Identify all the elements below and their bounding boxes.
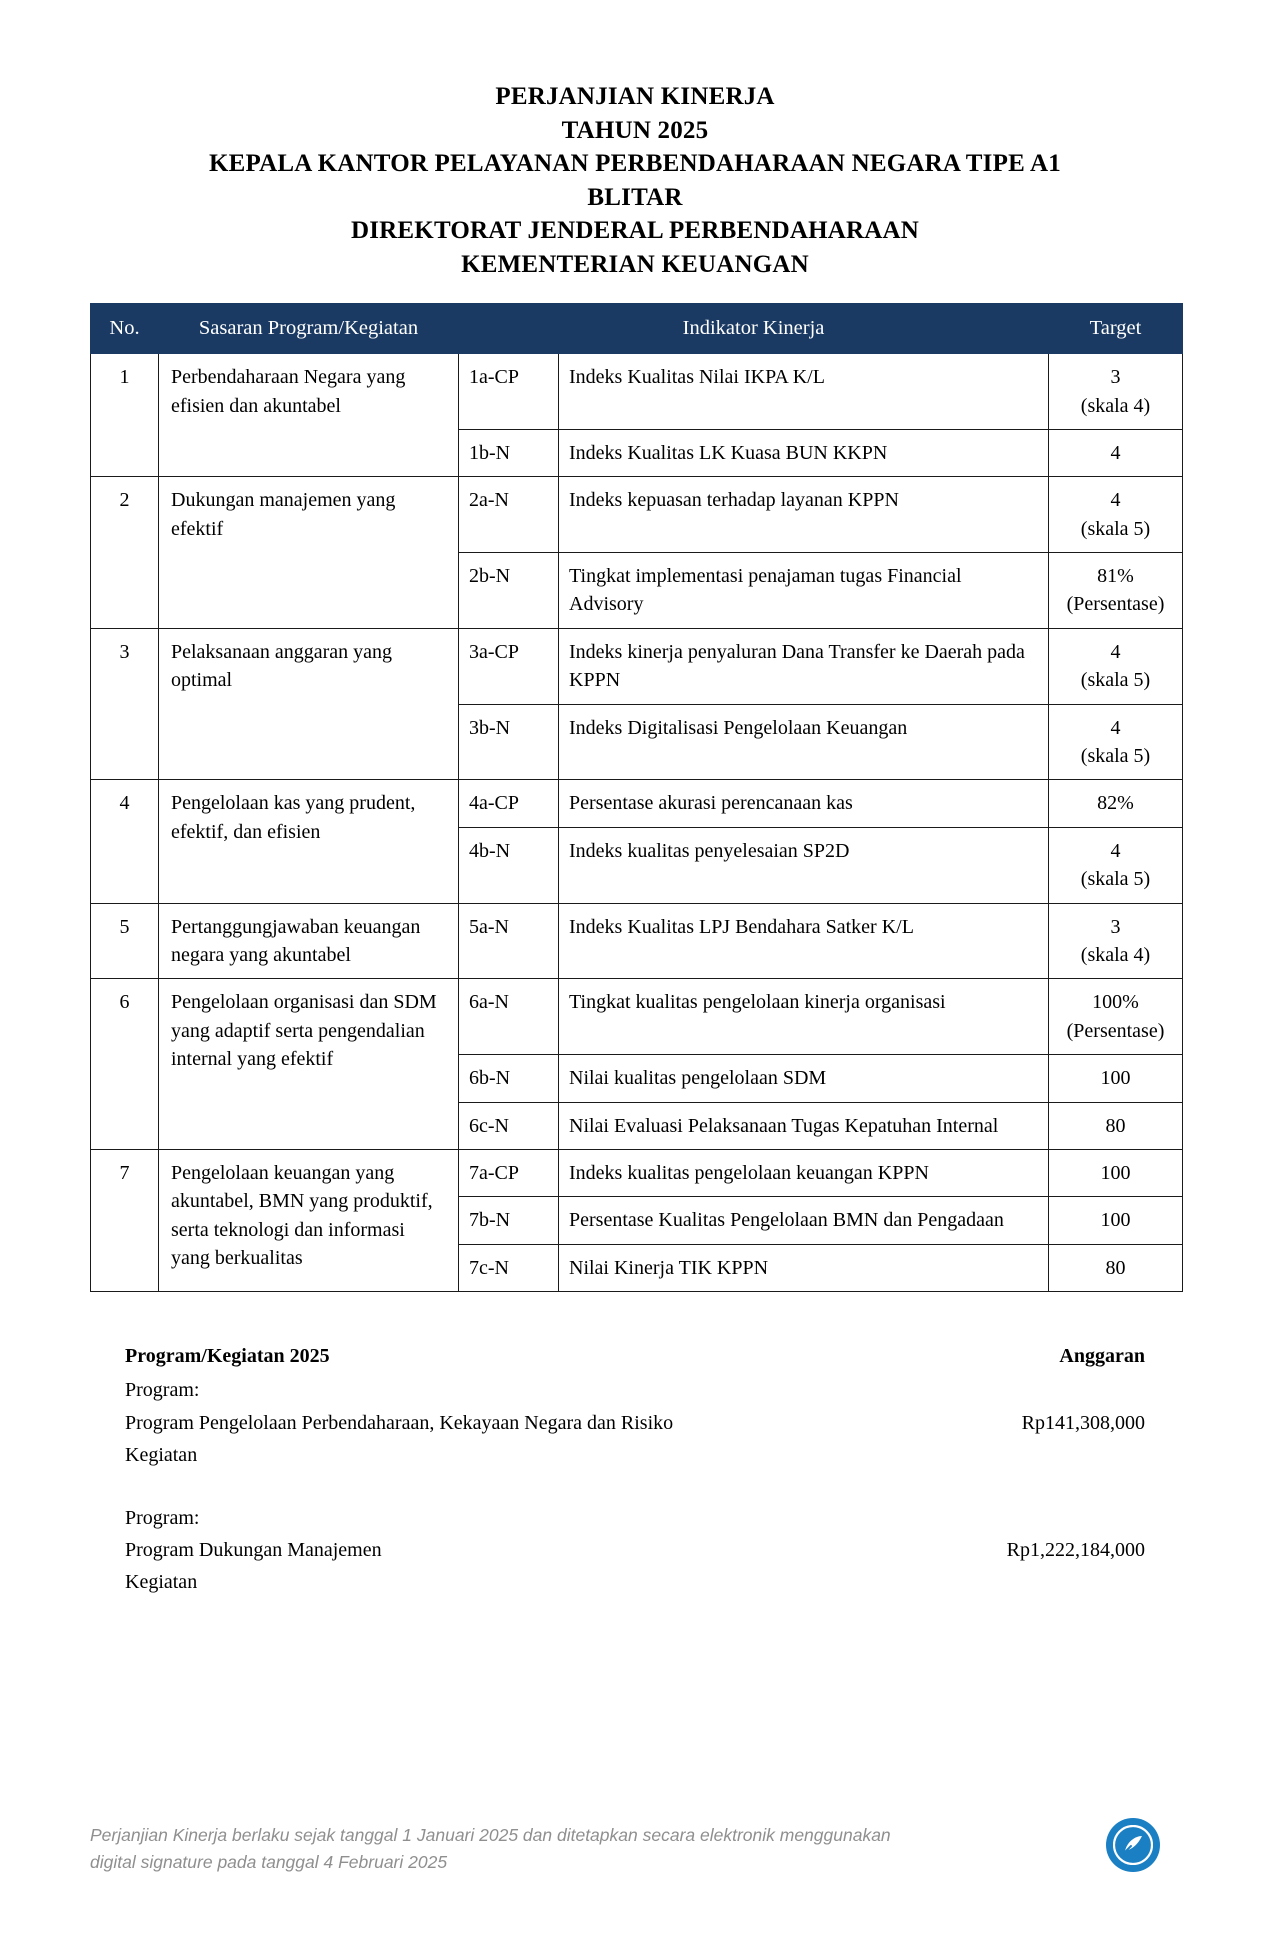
cell-target xyxy=(1049,903,1183,979)
digital-signature-seal-icon xyxy=(1106,1818,1160,1872)
cell-sasaran: Dukungan manajemen yang efektif xyxy=(159,477,459,629)
cell-indicator-name: Nilai Evaluasi Pelaksanaan Tugas Kepatuhan Internal xyxy=(559,1102,1049,1149)
target-value: 3 xyxy=(1110,366,1121,389)
table-row xyxy=(91,979,1183,1055)
cell-target xyxy=(1049,1149,1183,1196)
cell-indicator-code: 1b-N xyxy=(459,429,559,476)
cell-indicator-code: 7a-CP xyxy=(459,1149,559,1196)
cell-sasaran: Pelaksanaan anggaran yang optimal xyxy=(159,628,459,780)
title-line-3: KEPALA KANTOR PELAYANAN PERBENDAHARAAN NEGARA TIPE A1 xyxy=(209,150,1061,177)
budget-spacer xyxy=(125,1472,1145,1502)
budget-program-row xyxy=(125,1407,1145,1439)
cell-indicator-name: Indeks kepuasan terhadap layanan KPPN xyxy=(559,477,1049,553)
target-value: 4 xyxy=(1110,489,1121,512)
target-scale: (skala 5) xyxy=(1080,517,1151,540)
target-value: 4 xyxy=(1110,839,1121,862)
budget-amount: Rp1,222,184,000 xyxy=(1006,1539,1145,1562)
budget-header-left: Program/Kegiatan 2025 xyxy=(125,1345,330,1368)
title-line-1: PERJANJIAN KINERJA xyxy=(495,83,775,110)
cell-indicator-name: Indeks Kualitas LPJ Bendahara Satker K/L xyxy=(559,903,1049,979)
cell-sasaran: Pengelolaan organisasi dan SDM yang adaptif serta pengendalian internal yang efektif xyxy=(159,979,459,1150)
budget-program-label-row xyxy=(125,1502,1145,1534)
cell-indicator-code: 2a-N xyxy=(459,477,559,553)
performance-agreement-table xyxy=(90,303,1183,1292)
target-value: 100 xyxy=(1100,1209,1131,1232)
target-scale: (Persentase) xyxy=(1066,593,1165,616)
target-value: 4 xyxy=(1110,716,1121,739)
budget-block xyxy=(125,1502,1145,1599)
target-value: 100 xyxy=(1100,1161,1131,1184)
cell-no: 2 xyxy=(91,477,159,629)
title-line-4: BLITAR xyxy=(587,183,683,211)
cell-no: 1 xyxy=(91,354,159,477)
header-no: No. xyxy=(91,304,159,354)
cell-indicator-code: 6a-N xyxy=(459,979,559,1055)
footer-line-2: digital signature pada tanggal 4 Februari 2025 xyxy=(90,1851,448,1872)
cell-indicator-name: Tingkat kualitas pengelolaan kinerja organisasi xyxy=(559,979,1049,1055)
target-value: 80 xyxy=(1105,1114,1126,1137)
cell-no: 3 xyxy=(91,628,159,780)
target-scale: (Persentase) xyxy=(1066,1019,1165,1042)
budget-block xyxy=(125,1374,1145,1471)
cell-target xyxy=(1049,1197,1183,1244)
budget-kegiatan-label: Kegiatan xyxy=(125,1571,198,1594)
cell-target xyxy=(1049,827,1183,903)
table-row xyxy=(91,628,1183,704)
budget-kegiatan-label: Kegiatan xyxy=(125,1444,198,1467)
cell-no: 4 xyxy=(91,780,159,903)
cell-indicator-code: 2b-N xyxy=(459,553,559,629)
target-value: 3 xyxy=(1110,915,1121,938)
cell-target xyxy=(1049,429,1183,476)
table-body xyxy=(91,354,1183,1292)
title-line-6: KEMENTERIAN KEUANGAN xyxy=(461,250,809,278)
footer-note xyxy=(90,1822,1070,1876)
target-value: 81% xyxy=(1097,565,1134,588)
budget-program-label: Program: xyxy=(125,1506,200,1529)
table-row xyxy=(91,477,1183,553)
cell-indicator-code: 7c-N xyxy=(459,1244,559,1291)
cell-indicator-name: Indeks Kualitas Nilai IKPA K/L xyxy=(559,354,1049,430)
budget-header-right: Anggaran xyxy=(1059,1345,1145,1368)
footer-line-1: Perjanjian Kinerja berlaku sejak tanggal 1 Januari 2025 dan ditetapkan secara elektronik menggunakan xyxy=(90,1824,891,1845)
table-row xyxy=(91,1149,1183,1196)
target-value: 4 xyxy=(1110,441,1121,464)
target-scale: (skala 5) xyxy=(1080,669,1151,692)
cell-indicator-code: 4a-CP xyxy=(459,780,559,827)
budget-program-row xyxy=(125,1534,1145,1566)
budget-program-name: Program Dukungan Manajemen xyxy=(125,1539,382,1562)
table-header-row xyxy=(91,304,1183,354)
budget-blocks xyxy=(125,1374,1145,1598)
cell-target xyxy=(1049,628,1183,704)
cell-indicator-name: Indeks kualitas pengelolaan keuangan KPPN xyxy=(559,1149,1049,1196)
cell-indicator-name: Tingkat implementasi penajaman tugas Financial Advisory xyxy=(559,553,1049,629)
cell-sasaran: Pertanggungjawaban keuangan negara yang akuntabel xyxy=(159,903,459,979)
budget-kegiatan-row xyxy=(125,1566,1145,1598)
target-scale: (skala 4) xyxy=(1080,394,1151,417)
cell-indicator-name: Indeks kinerja penyaluran Dana Transfer ke Daerah pada KPPN xyxy=(559,628,1049,704)
cell-indicator-code: 6b-N xyxy=(459,1055,559,1102)
cell-indicator-code: 7b-N xyxy=(459,1197,559,1244)
cell-target xyxy=(1049,704,1183,780)
title-line-2: TAHUN 2025 xyxy=(561,116,709,144)
budget-header-row xyxy=(125,1340,1145,1372)
header-sasaran: Sasaran Program/Kegiatan xyxy=(159,304,459,354)
title-line-5: DIREKTORAT JENDERAL PERBENDAHARAAN xyxy=(351,217,919,244)
cell-indicator-code: 3a-CP xyxy=(459,628,559,704)
cell-indicator-name: Nilai Kinerja TIK KPPN xyxy=(559,1244,1049,1291)
cell-indicator-name: Indeks kualitas penyelesaian SP2D xyxy=(559,827,1049,903)
budget-amount: Rp141,308,000 xyxy=(1021,1411,1145,1434)
target-scale: (skala 4) xyxy=(1080,943,1151,966)
table-row xyxy=(91,354,1183,430)
cell-target xyxy=(1049,780,1183,827)
budget-section xyxy=(125,1340,1145,1599)
cell-sasaran: Pengelolaan kas yang prudent, efektif, dan efisien xyxy=(159,780,459,903)
header-target: Target xyxy=(1049,304,1183,354)
target-value: 4 xyxy=(1110,640,1121,663)
cell-target xyxy=(1049,1055,1183,1102)
cell-target xyxy=(1049,1102,1183,1149)
cell-sasaran: Pengelolaan keuangan yang akuntabel, BMN yang produktif, serta teknologi dan informasi yang berkualitas xyxy=(159,1149,459,1291)
cell-indicator-code: 4b-N xyxy=(459,827,559,903)
table-row xyxy=(91,903,1183,979)
cell-target xyxy=(1049,354,1183,430)
target-value: 80 xyxy=(1105,1256,1126,1279)
target-value: 100 xyxy=(1100,1067,1131,1090)
cell-indicator-code: 5a-N xyxy=(459,903,559,979)
cell-indicator-name: Nilai kualitas pengelolaan SDM xyxy=(559,1055,1049,1102)
cell-no: 6 xyxy=(91,979,159,1150)
cell-target xyxy=(1049,1244,1183,1291)
cell-indicator-name: Persentase akurasi perencanaan kas xyxy=(559,780,1049,827)
cell-indicator-name: Persentase Kualitas Pengelolaan BMN dan Pengadaan xyxy=(559,1197,1049,1244)
cell-indicator-code: 3b-N xyxy=(459,704,559,780)
budget-program-name: Program Pengelolaan Perbendaharaan, Kekayaan Negara dan Risiko xyxy=(125,1411,674,1434)
budget-kegiatan-row xyxy=(125,1439,1145,1471)
target-value: 82% xyxy=(1097,792,1134,815)
target-scale: (skala 5) xyxy=(1080,745,1151,768)
cell-no: 7 xyxy=(91,1149,159,1291)
budget-program-label-row xyxy=(125,1374,1145,1406)
cell-indicator-code: 1a-CP xyxy=(459,354,559,430)
table-row xyxy=(91,780,1183,827)
cell-indicator-name: Indeks Kualitas LK Kuasa BUN KKPN xyxy=(559,429,1049,476)
header-indikator: Indikator Kinerja xyxy=(459,304,1049,354)
cell-no: 5 xyxy=(91,903,159,979)
cell-target xyxy=(1049,553,1183,629)
page-title xyxy=(90,80,1180,281)
cell-indicator-code: 6c-N xyxy=(459,1102,559,1149)
cell-target xyxy=(1049,979,1183,1055)
target-scale: (skala 5) xyxy=(1080,868,1151,891)
budget-program-label: Program: xyxy=(125,1379,200,1402)
cell-target xyxy=(1049,477,1183,553)
target-value: 100% xyxy=(1092,991,1139,1014)
cell-indicator-name: Indeks Digitalisasi Pengelolaan Keuangan xyxy=(559,704,1049,780)
cell-sasaran: Perbendaharaan Negara yang efisien dan akuntabel xyxy=(159,354,459,477)
